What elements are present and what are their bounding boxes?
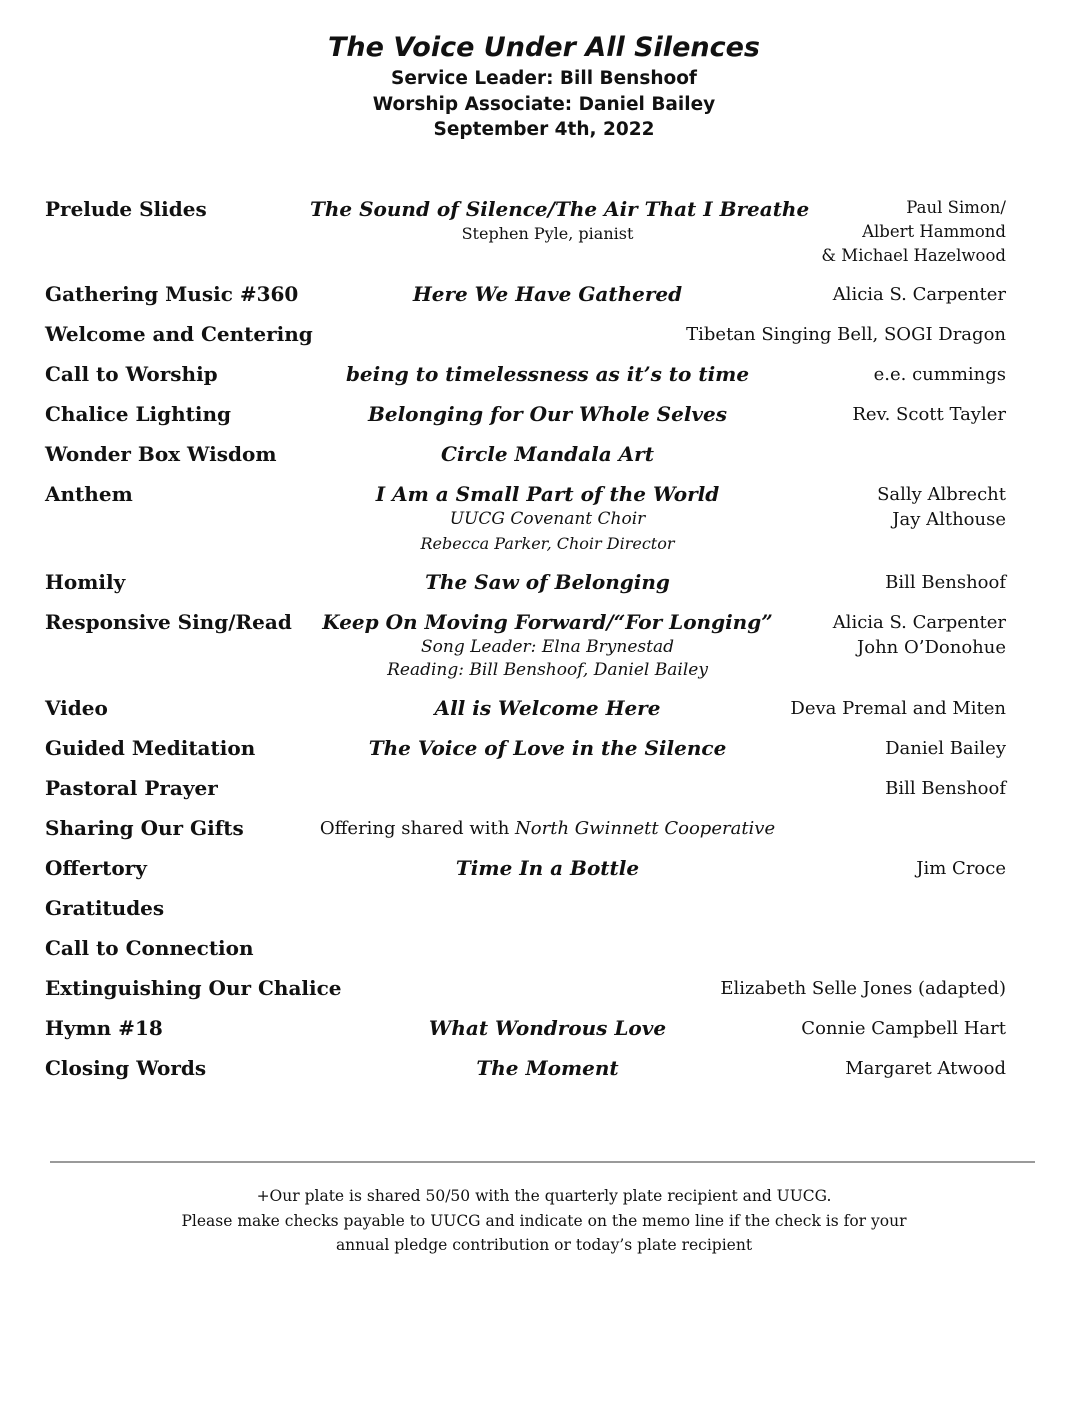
part-name: Sharing Our Gifts — [45, 816, 244, 840]
program-row-offertory — [45, 855, 1006, 882]
work-cell — [310, 1015, 785, 1042]
part-name: Offertory — [45, 856, 147, 880]
offering-recipient: North Gwinnett Cooperative — [515, 818, 776, 839]
credit-line: Tibetan Singing Bell, SOGI Dragon — [686, 324, 1006, 345]
credit-line: Connie Campbell Hart — [801, 1018, 1006, 1039]
work-title: All is Welcome Here — [434, 696, 661, 720]
program-row-prelude — [45, 196, 1006, 268]
credit-cell — [785, 1055, 1006, 1082]
credit-cell — [785, 609, 1006, 682]
part-name: Responsive Sing/Read — [45, 610, 292, 634]
part-name: Extinguishing Our Chalice — [45, 976, 342, 1000]
credit-cell — [785, 196, 1006, 268]
program-row-sharing-gifts — [45, 815, 1006, 842]
work-cell — [310, 1055, 785, 1082]
program-row-chalice-lighting — [45, 401, 1006, 428]
work-cell — [310, 735, 785, 762]
work-cell — [310, 855, 785, 882]
work-title: Circle Mandala Art — [441, 442, 654, 466]
part-name: Closing Words — [45, 1056, 207, 1080]
credit-line: John O’Donohue — [857, 637, 1006, 658]
credit-cell — [785, 815, 1006, 842]
work-cell — [310, 569, 785, 596]
program-row-closing-words — [45, 1055, 1006, 1082]
part-name: Chalice Lighting — [45, 402, 232, 426]
work-title: Keep On Moving Forward/“For Longing” — [322, 610, 773, 634]
credit-cell — [785, 855, 1006, 882]
work-cell — [310, 361, 785, 388]
work-title: What Wondrous Love — [428, 1016, 667, 1040]
program-row-meditation — [45, 735, 1006, 762]
work-cell — [310, 441, 785, 468]
program-row-call-to-worship — [45, 361, 1006, 388]
work-cell — [310, 609, 785, 682]
credit-line: Rev. Scott Tayler — [852, 404, 1006, 425]
worship-associate: Worship Associate: Daniel Bailey — [372, 93, 716, 115]
credit-line: Albert Hammond — [862, 222, 1006, 241]
offering-note — [310, 815, 785, 842]
credit-line: Jay Althouse — [892, 509, 1006, 530]
divider-rule — [50, 1161, 1035, 1163]
part-name: Gathering Music #360 — [45, 282, 299, 306]
work-cell — [310, 281, 785, 308]
credit-line: & Michael Hazelwood — [821, 246, 1006, 265]
credit-line: Alicia S. Carpenter — [832, 284, 1006, 305]
bulletin-header — [0, 30, 1088, 143]
credit-cell — [785, 569, 1006, 596]
work-title: Time In a Bottle — [455, 856, 640, 880]
part-name: Wonder Box Wisdom — [45, 442, 277, 466]
part-name: Pastoral Prayer — [45, 776, 218, 800]
credit-cell — [785, 775, 1006, 802]
work-cell — [310, 775, 785, 802]
program-row-homily — [45, 569, 1006, 596]
work-title: I Am a Small Part of the World — [375, 482, 720, 506]
work-title: The Sound of Silence/The Air That I Breathe — [310, 197, 810, 221]
credit-line: Daniel Bailey — [885, 738, 1006, 759]
credit-cell — [785, 735, 1006, 762]
credit-line: Margaret Atwood — [845, 1058, 1006, 1079]
program-row-welcome — [45, 321, 1006, 348]
credit-cell — [785, 481, 1006, 556]
footer-line: annual pledge contribution or today’s plate recipient — [335, 1236, 753, 1254]
part-name: Homily — [45, 570, 126, 594]
credit-cell — [785, 401, 1006, 428]
program-row-pastoral-prayer — [45, 775, 1006, 802]
program-row-gathering — [45, 281, 1006, 308]
credit-line: Alicia S. Carpenter — [832, 612, 1006, 633]
credit-line: Jim Croce — [916, 858, 1006, 879]
credit-cell — [785, 695, 1006, 722]
part-name: Welcome and Centering — [45, 322, 313, 346]
credit-line: Elizabeth Selle Jones (adapted) — [720, 978, 1006, 999]
footer-note — [0, 1184, 1088, 1258]
credit-line: Bill Benshoof — [885, 778, 1006, 799]
work-cell — [310, 401, 785, 428]
performer-note: Rebecca Parker, Choir Director — [420, 534, 675, 553]
credit-line: e.e. cummings — [873, 364, 1006, 385]
work-cell — [310, 196, 810, 268]
work-title: The Voice of Love in the Silence — [368, 736, 727, 760]
credit-line: Deva Premal and Miten — [790, 698, 1006, 719]
work-title: Here We Have Gathered — [412, 282, 683, 306]
work-title: The Saw of Belonging — [425, 570, 670, 594]
performer-note: Reading: Bill Benshoof, Daniel Bailey — [387, 660, 708, 680]
credit-cell — [785, 1015, 1006, 1042]
program-row-anthem — [45, 481, 1006, 556]
footer-line: Please make checks payable to UUCG and indicate on the memo line if the check is for your — [181, 1211, 907, 1230]
part-name: Prelude Slides — [45, 197, 207, 221]
work-cell — [310, 481, 785, 556]
program-row-wonder-box — [45, 441, 1006, 468]
part-name: Anthem — [45, 482, 133, 506]
program-row-video — [45, 695, 1006, 722]
credit-line: Sally Albrecht — [877, 484, 1006, 505]
performer-note: Song Leader: Elna Brynestad — [421, 637, 674, 657]
program-row-gratitudes — [45, 895, 1006, 922]
offering-text: Offering shared with — [319, 818, 516, 839]
part-name: Guided Meditation — [45, 736, 256, 760]
performer-note: Stephen Pyle, pianist — [461, 224, 634, 243]
credit-line: Paul Simon/ — [906, 198, 1006, 217]
credit-cell — [785, 361, 1006, 388]
service-leader: Service Leader: Bill Benshoof — [391, 68, 697, 89]
credit-cell — [785, 441, 1006, 468]
work-title: being to timelessness as it’s to time — [345, 362, 750, 386]
program-row-hymn — [45, 1015, 1006, 1042]
service-date: September 4th, 2022 — [433, 119, 655, 140]
part-name: Gratitudes — [45, 896, 165, 920]
program-row-extinguishing — [45, 975, 1006, 1002]
order-of-service — [45, 196, 1006, 1095]
program-row-responsive — [45, 609, 1006, 682]
part-name: Hymn #18 — [45, 1016, 163, 1040]
footer-line: +Our plate is shared 50/50 with the quarterly plate recipient and UUCG. — [256, 1187, 832, 1205]
credit-line: Bill Benshoof — [885, 572, 1006, 593]
part-name: Call to Connection — [45, 936, 254, 960]
work-cell — [310, 695, 785, 722]
work-title: The Moment — [476, 1056, 619, 1080]
program-row-call-to-connection — [45, 935, 1006, 962]
credit-cell — [785, 281, 1006, 308]
part-name: Video — [45, 696, 108, 720]
part-name: Call to Worship — [45, 362, 218, 386]
service-title: The Voice Under All Silences — [328, 32, 760, 63]
work-title: Belonging for Our Whole Selves — [367, 402, 728, 426]
performer-note: UUCG Covenant Choir — [449, 509, 646, 529]
